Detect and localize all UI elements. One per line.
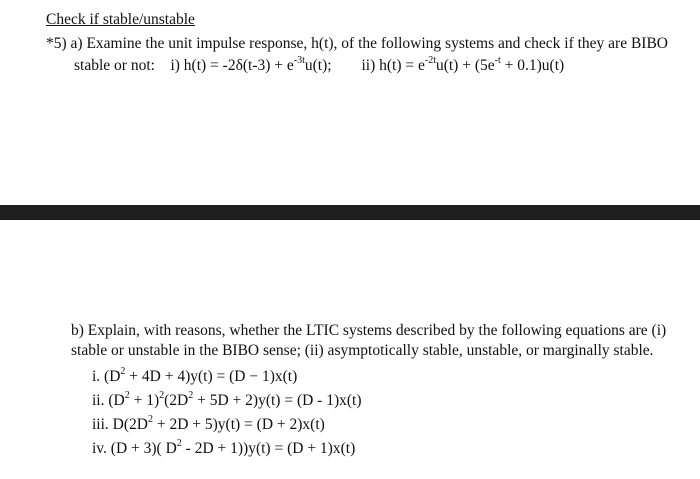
system-ii: ii) $h(t) = e^{-2t}u(t) + (5e^{-t} + 0.1)u(t)$ [361,54,565,74]
equation-iv: iv. (D + 3)( $D^2 - 2D + 1))y(t) = (D + 1)x(t)$ [92,437,356,457]
question-5a-intro: *5) a) Examine the unit impulse response, h(t), of the following systems and check if they are BIBO [46,35,668,52]
equation-i: i. $(D^2 + 4D + 4)y(t) = (D - 1)x(t)$ [92,365,298,385]
equation-iii: iii. $D(2D^2 + 2D + 5)y(t) = (D + 2)x(t)$ [92,413,325,433]
equation-list [92,365,362,461]
system-i: i) $h(t) = -2\delta(t-3) + e^{-3t}u(t)$; [170,54,332,74]
section-heading: Check if stable/unstable [46,11,195,28]
question-5b: b) Explain, with reasons, whether the LTIC systems described by the following equations are (i) stable or unstable in the BIBO sense; (ii) asymptotically stable, unstable, or marginally stable. [71,322,667,359]
question-5a [46,33,696,77]
stable-lead: stable or not: [74,57,155,74]
equation-ii: ii. $(D^2 + 1)^2(2D^2 + 5D + 2)y(t) = (D - 1)x(t)$ [92,389,362,409]
page-divider-bar [0,205,700,220]
question-5a-systems [46,55,696,77]
